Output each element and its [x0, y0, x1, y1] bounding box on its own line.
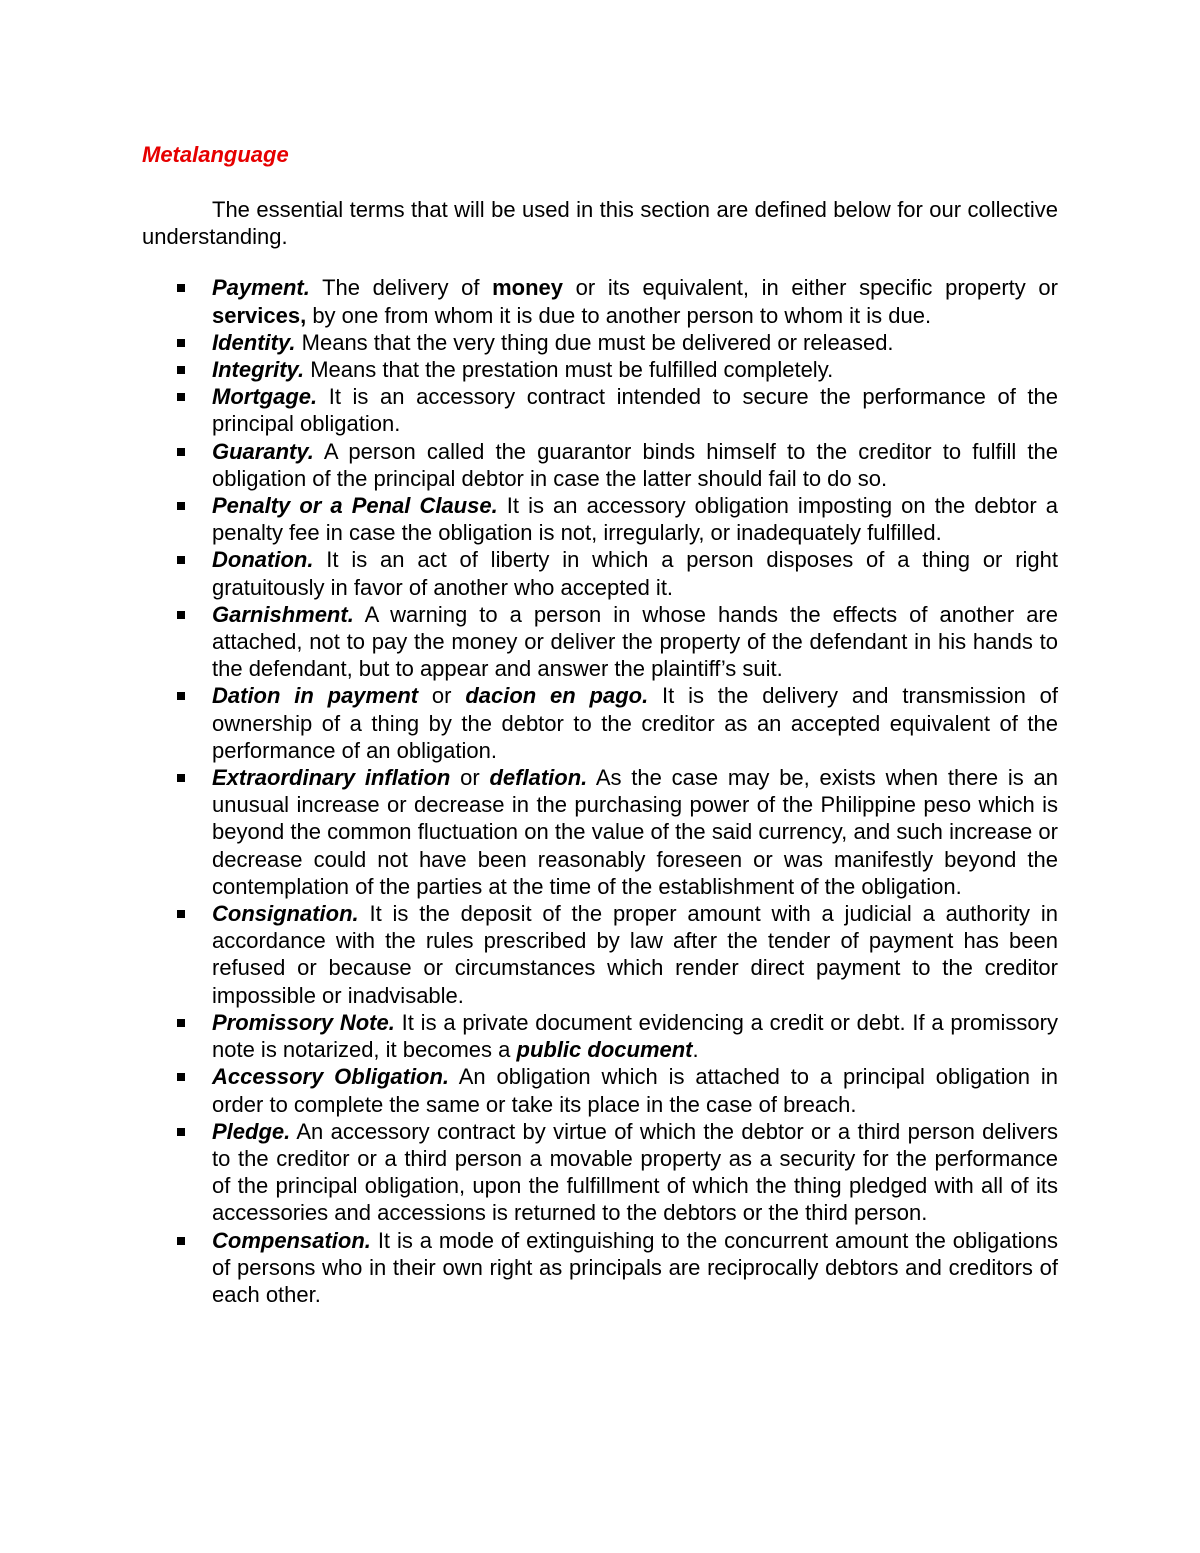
square-bullet-icon — [177, 393, 185, 401]
term-definition: It is an act of liberty in which a person disposes of a thing or right gratuitously in favor of another who accepted it. — [212, 547, 1058, 600]
term-donation — [142, 546, 1058, 600]
square-bullet-icon — [177, 774, 185, 782]
term-guaranty — [142, 438, 1058, 492]
term-name: Pledge. — [212, 1118, 291, 1144]
square-bullet-icon — [177, 448, 185, 456]
term-accessory-obligation — [142, 1063, 1058, 1117]
square-bullet-icon — [177, 692, 185, 700]
term-emphasis: public document — [516, 1037, 693, 1063]
square-bullet-icon — [177, 339, 185, 347]
term-name: Dation in payment — [212, 683, 419, 709]
term-dation-in-payment — [142, 682, 1058, 764]
term-definition: by one from whom it is due to another person to whom it is due. — [306, 302, 932, 328]
term-compensation — [142, 1227, 1058, 1309]
term-definition: It is a mode of extinguishing to the concurrent amount the obligations of persons who in their own right as principals are reciprocally debtors and creditors of each other. — [212, 1227, 1058, 1307]
square-bullet-icon — [177, 1019, 185, 1027]
term-definition: An accessory contract by virtue of which the debtor or a third person delivers to the creditor or a third person a movable property as a security for the performance of the principal obligation, upon the fulfillment of which the thing pledged with all of its accessories and accessions is returned to the debtors or the third person. — [212, 1118, 1058, 1226]
square-bullet-icon — [177, 366, 185, 374]
square-bullet-icon — [177, 556, 185, 564]
term-promissory-note — [142, 1009, 1058, 1063]
term-definition: As the case may be, exists when there is an unusual increase or decrease in the purchasing power of the Philippine peso which is beyond the common fluctuation on the value of the said currency, and such increase or decrease could not have been reasonably foreseen or was manifestly beyond the contemplation of the parties at the time of the establishment of the obligation. — [212, 765, 1058, 899]
term-definition: It is the delivery and transmission of ownership of a thing by the debtor to the creditor as an accepted equivalent of the performance of an obligation. — [212, 683, 1059, 763]
term-emphasis: money — [492, 275, 564, 301]
term-definition: An obligation which is attached to a principal obligation in order to complete the same or take its place in the case of breach. — [212, 1064, 1058, 1117]
term-name-alt: deflation. — [489, 765, 588, 791]
term-garnishment — [142, 601, 1058, 683]
term-definition: The delivery of — [309, 275, 493, 301]
term-mortgage — [142, 383, 1058, 437]
term-definition: A warning to a person in whose hands the effects of another are attached, not to pay the money or deliver the property of the defendant in his hands to the defendant, but to appear and answer the plaintiff’s suit. — [212, 601, 1058, 682]
term-name: Accessory Obligation. — [212, 1064, 450, 1090]
term-name: Donation. — [212, 547, 314, 573]
term-name: Penalty or a Penal Clause. — [212, 493, 498, 519]
square-bullet-icon — [177, 1128, 185, 1136]
term-name: Garnishment. — [212, 601, 354, 627]
term-identity — [142, 329, 1058, 356]
term-conjunction: or — [450, 765, 490, 791]
term-name: Promissory Note. — [212, 1009, 395, 1035]
term-integrity — [142, 356, 1058, 383]
section-heading: Metalanguage — [142, 142, 289, 167]
intro-paragraph: The essential terms that will be used in this section are defined below for our collective understanding. — [142, 197, 1058, 250]
term-name: Guaranty. — [212, 438, 314, 464]
term-consignation — [142, 900, 1058, 1009]
square-bullet-icon — [177, 1237, 185, 1245]
square-bullet-icon — [177, 910, 185, 918]
term-name-alt: dacion en pago. — [465, 683, 649, 709]
term-penalty — [142, 492, 1058, 546]
term-extraordinary-inflation — [142, 764, 1058, 900]
term-payment — [142, 274, 1058, 328]
term-definition: It is an accessory obligation imposting on the debtor a penalty fee in case the obligation is not, irregularly, or inadequately fulfilled. — [212, 493, 1058, 546]
terms-list — [142, 274, 1058, 1308]
term-name: Integrity. — [212, 357, 305, 383]
term-definition: It is a private document evidencing a credit or debt. If a promissory note is notarized, it becomes a — [212, 1009, 1058, 1063]
square-bullet-icon — [177, 1073, 185, 1081]
term-pledge — [142, 1118, 1058, 1227]
term-name: Identity. — [212, 329, 296, 355]
term-name: Mortgage. — [212, 384, 318, 410]
term-name: Consignation. — [212, 901, 359, 927]
term-name: Payment. — [212, 275, 310, 301]
term-definition: . — [692, 1037, 699, 1063]
term-definition: Means that the prestation must be fulfilled completely. — [304, 357, 834, 383]
document-page — [142, 140, 1058, 1308]
term-definition: It is an accessory contract intended to secure the performance of the principal obligation. — [212, 384, 1058, 437]
term-conjunction: or — [418, 683, 466, 709]
term-definition: Means that the very thing due must be delivered or released. — [295, 329, 894, 355]
square-bullet-icon — [177, 284, 185, 292]
term-definition: It is the deposit of the proper amount with a judicial a authority in accordance with the rules prescribed by law after the tender of payment has been refused or because or circumstances which render direct payment to the creditor impossible or inadvisable. — [212, 901, 1058, 1008]
term-name: Compensation. — [212, 1227, 371, 1253]
term-definition: A person called the guarantor binds himself to the creditor to fulfill the obligation of the principal debtor in case the latter should fail to do so. — [212, 438, 1058, 491]
term-name: Extraordinary inflation — [212, 765, 451, 791]
square-bullet-icon — [177, 611, 185, 619]
term-emphasis: services, — [212, 302, 307, 328]
term-definition: or its equivalent, in either specific property or — [563, 275, 1058, 301]
square-bullet-icon — [177, 502, 185, 510]
